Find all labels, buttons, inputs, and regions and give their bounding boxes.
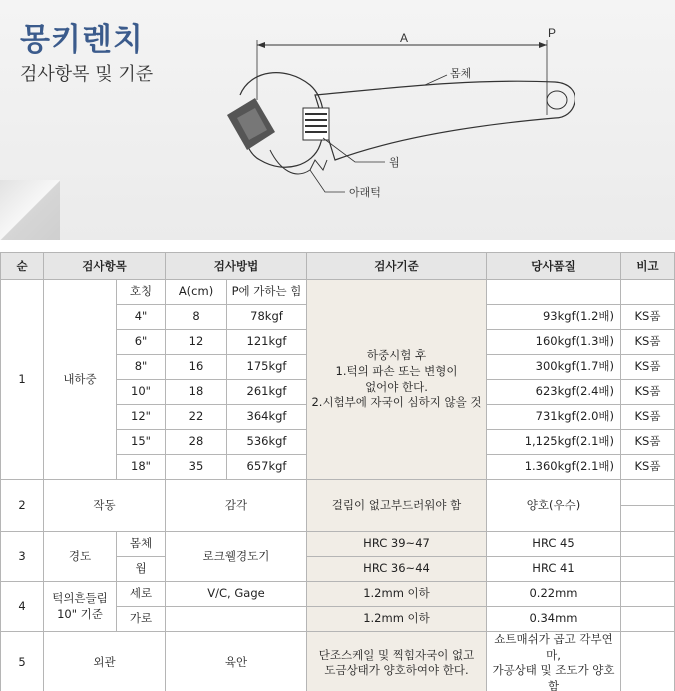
note-cell [621,557,675,582]
note-cell: KS품 [621,330,675,355]
size-cell: 12" [117,405,166,430]
row-criteria: 1.2mm 이하 [307,582,487,607]
row-no: 1 [1,280,44,480]
header-quality: 당사품질 [487,253,621,280]
row-no: 5 [1,632,44,691]
a-cell: 28 [166,430,227,455]
force-cell: 175kgf [227,355,307,380]
note-cell [621,280,675,305]
note-cell: KS품 [621,355,675,380]
nut-block [227,98,275,150]
quality-cell: 93kgf(1.2배) [487,305,621,330]
row-method: 육안 [166,632,307,691]
table-row [1,632,675,691]
note-cell [621,506,675,532]
force-cell: 364kgf [227,405,307,430]
a-cell: 18 [166,380,227,405]
note-cell [621,607,675,632]
direction-cell: 세로 [117,582,166,607]
row-method: V/C, Gage [166,582,307,607]
table-row [1,280,675,305]
direction-cell: 가로 [117,607,166,632]
note-cell [621,480,675,506]
label-body: 몸체 [450,68,472,80]
page-title: 몽키렌치 [20,22,144,58]
row-item: 내하중 [44,280,117,480]
sub-header-force: P에 가하는 힘 [227,280,307,305]
row-no: 2 [1,480,44,532]
table-row [1,480,675,506]
quality-cell: 731kgf(2.0배) [487,405,621,430]
row-item: 경도 [44,532,117,582]
a-cell: 12 [166,330,227,355]
force-cell: 261kgf [227,380,307,405]
a-cell: 35 [166,455,227,480]
criteria-text: 단조스케일 및 찍힘자국이 없고 도금상태가 양호하여야 한다. [318,647,475,678]
quality-cell: HRC 41 [487,557,621,582]
header-note: 비고 [621,253,675,280]
row-criteria [307,632,487,691]
quality-cell: 양호(우수) [487,480,621,532]
label-lower-jaw: 아래턱 [349,187,381,199]
page-fold-decoration [0,180,60,240]
note-cell [621,532,675,557]
row-no: 4 [1,582,44,632]
header-criteria: 검사기준 [307,253,487,280]
table-row [1,532,675,557]
inspection-table [0,252,675,691]
quality-cell: 0.34mm [487,607,621,632]
wrench-diagram [215,20,575,220]
size-cell: 15" [117,430,166,455]
quality-cell: 1.360kgf(2.1배) [487,455,621,480]
row-item: 외관 [44,632,166,691]
row-criteria [307,280,487,480]
quality-cell: 623kgf(2.4배) [487,380,621,405]
table-row [1,582,675,607]
sub-header-size: 호칭 [117,280,166,305]
criteria-text: 하중시험 후 1.턱의 파손 또는 변형이 없어야 한다. 2.시험부에 자국이 심하지 않을 것 [311,348,482,410]
sub-header-a: A(cm) [166,280,227,305]
quality-cell: 300kgf(1.7배) [487,355,621,380]
method-cell [166,607,307,632]
a-cell: 8 [166,305,227,330]
label-a: A [400,31,409,45]
row-criteria: HRC 36~44 [307,557,487,582]
quality-text: 쇼트매쉬가 곱고 각부연마, 가공상태 및 조도가 양호함 [492,632,615,691]
force-cell: 78kgf [227,305,307,330]
header-method: 검사방법 [166,253,307,280]
size-cell: 10" [117,380,166,405]
header-banner [0,0,675,240]
row-criteria: 걸림이 없고부드러워야 함 [307,480,487,532]
worm-gear [303,108,329,140]
row-criteria: 1.2mm 이하 [307,607,487,632]
note-cell [621,582,675,607]
quality-cell: HRC 45 [487,532,621,557]
quality-cell [487,632,621,691]
a-cell: 16 [166,355,227,380]
force-cell: 536kgf [227,430,307,455]
row-no: 3 [1,532,44,582]
label-p: P [548,26,557,40]
note-cell: KS품 [621,380,675,405]
size-cell: 4" [117,305,166,330]
row-method: 로크웰경도기 [166,532,307,582]
part-cell: 몸체 [117,532,166,557]
note-cell: KS품 [621,305,675,330]
quality-cell: 1,125kgf(2.1배) [487,430,621,455]
page-subtitle: 검사항목 및 기준 [20,64,154,85]
note-cell: KS품 [621,430,675,455]
header-item: 검사항목 [44,253,166,280]
a-cell: 22 [166,405,227,430]
header-no: 순 [1,253,44,280]
size-cell: 18" [117,455,166,480]
row-method: 감각 [166,480,307,532]
quality-cell [487,280,621,305]
row-item: 작동 [44,480,166,532]
force-cell: 657kgf [227,455,307,480]
label-worm: 웜 [389,157,400,169]
row-item [44,582,117,632]
quality-cell: 0.22mm [487,582,621,607]
note-cell: KS품 [621,455,675,480]
row-item-text: 턱의흔들림 10" 기준 [52,590,108,621]
note-cell [621,632,675,691]
table-header-row [1,253,675,280]
note-cell: KS품 [621,405,675,430]
force-cell: 121kgf [227,330,307,355]
part-cell: 웜 [117,557,166,582]
wrench-handle [315,81,575,160]
size-cell: 8" [117,355,166,380]
row-criteria: HRC 39~47 [307,532,487,557]
size-cell: 6" [117,330,166,355]
quality-cell: 160kgf(1.3배) [487,330,621,355]
